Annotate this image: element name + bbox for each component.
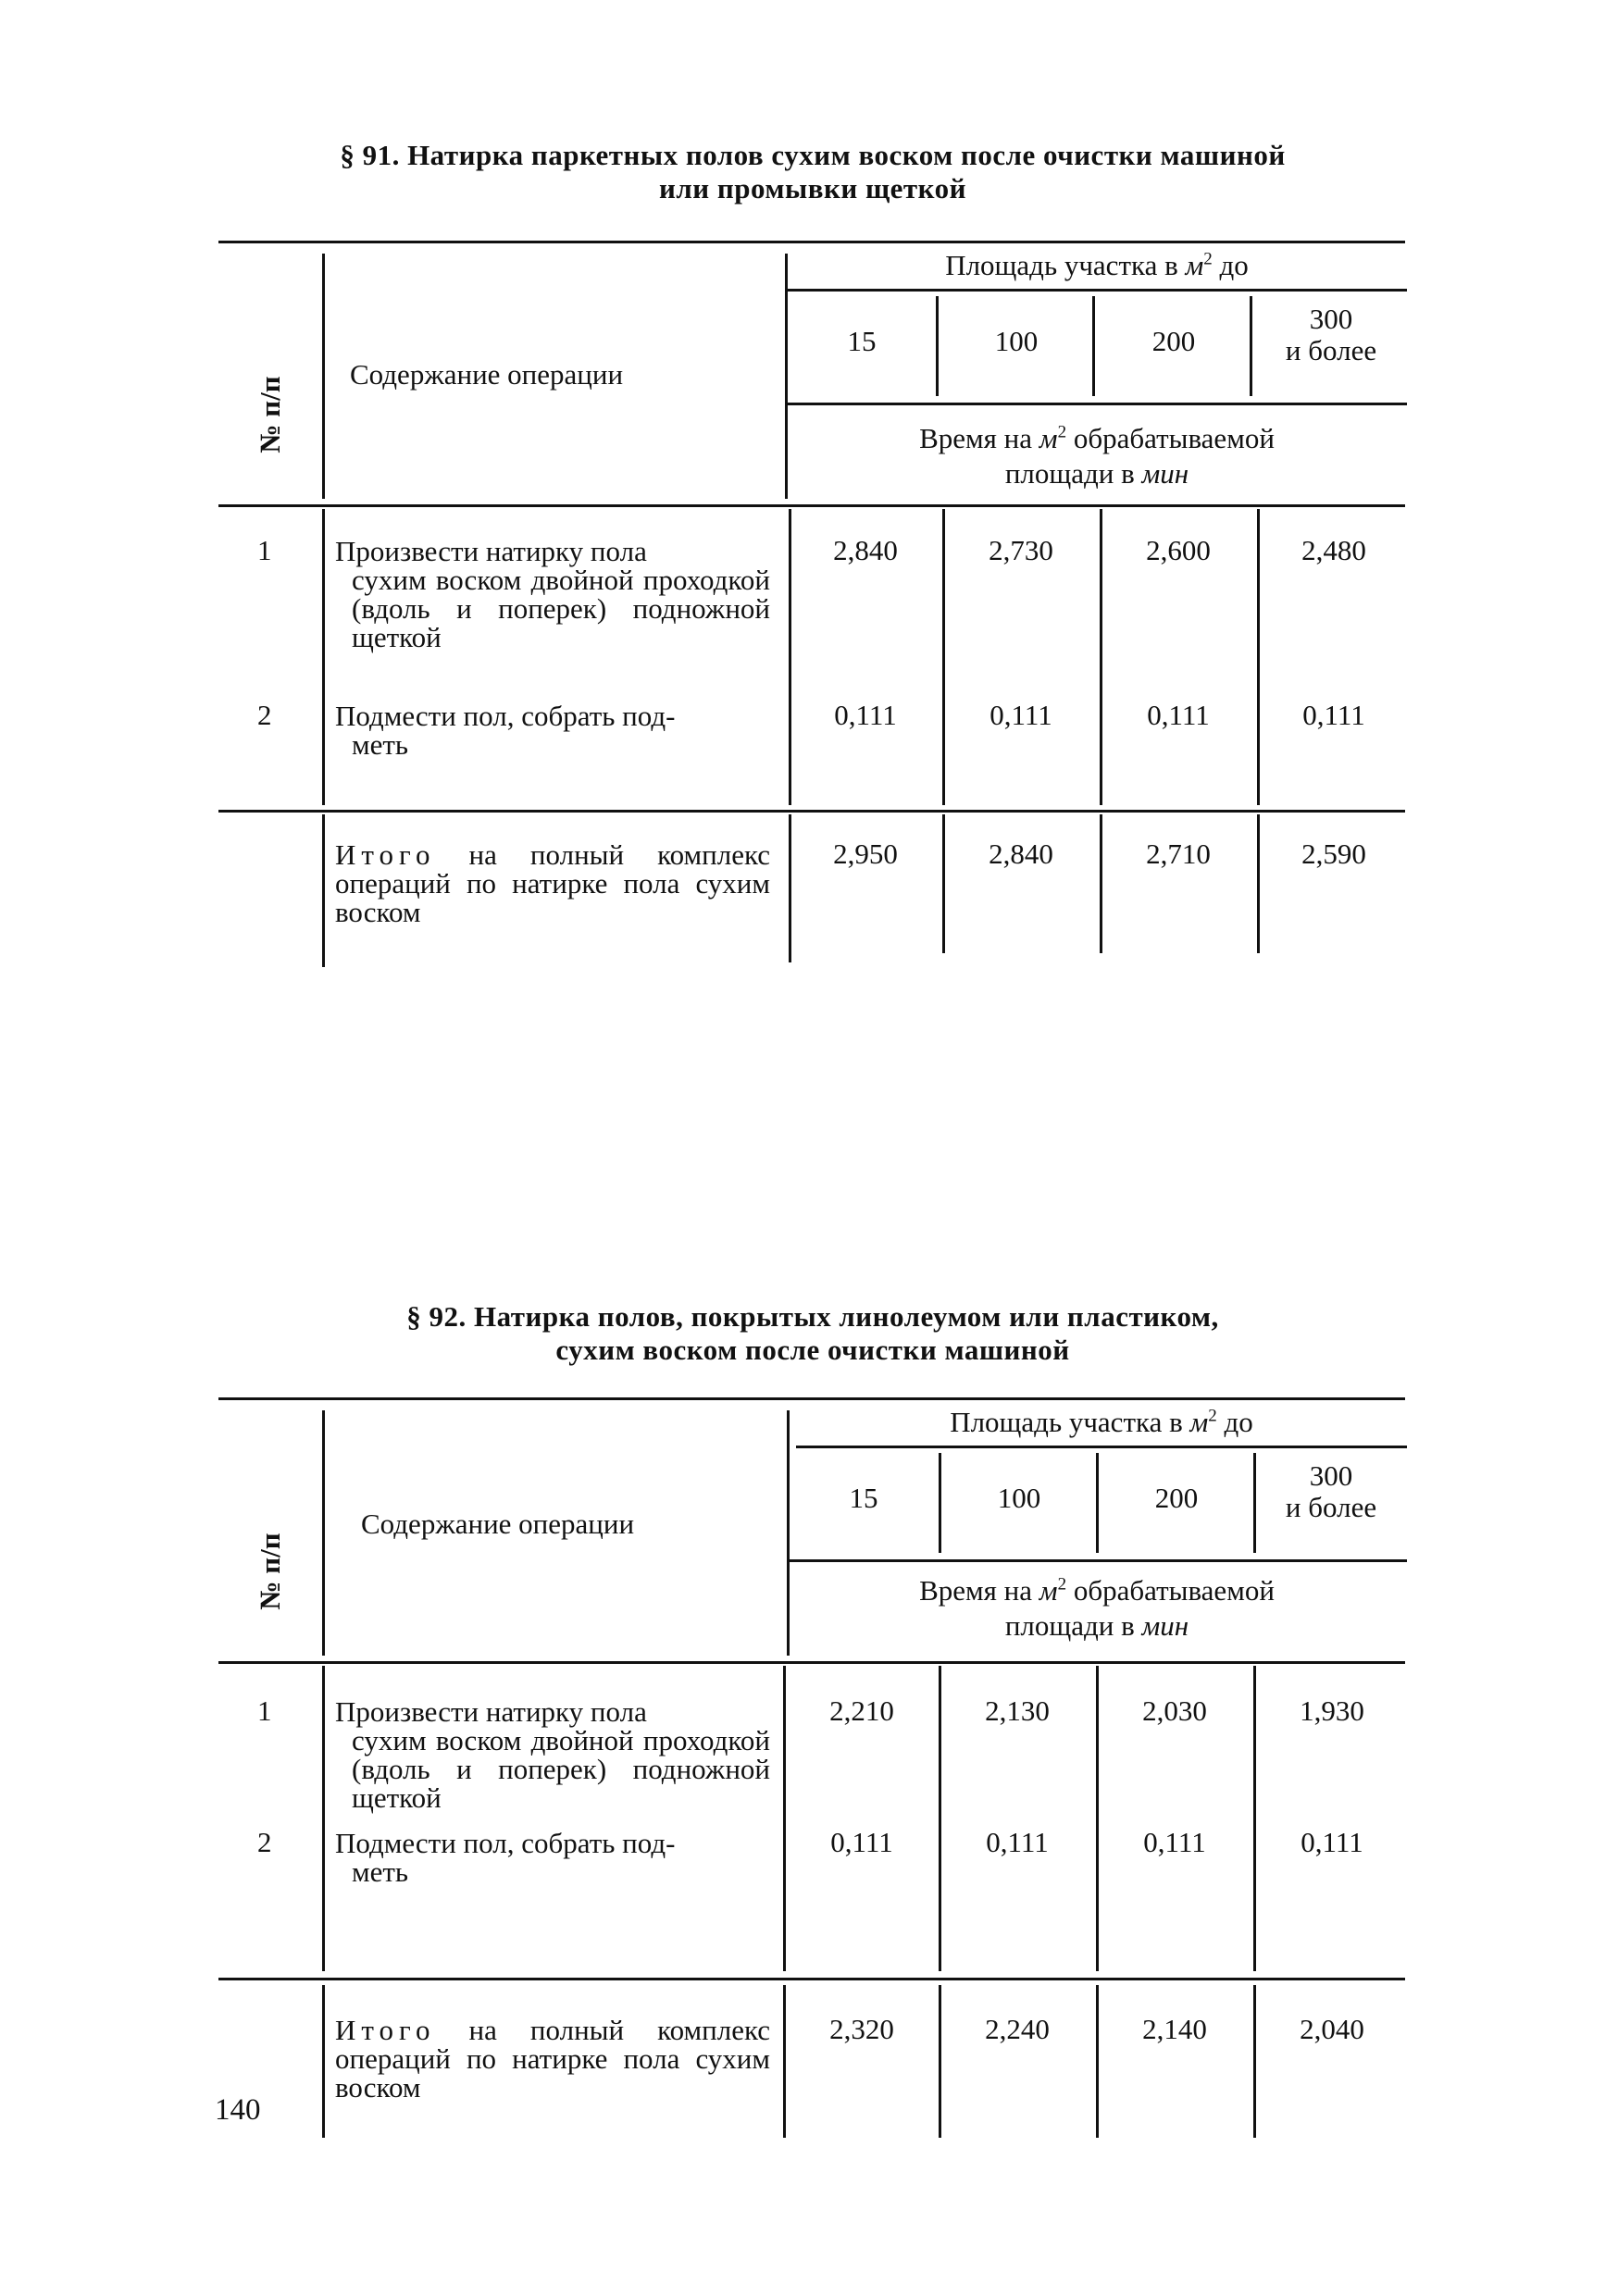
area-300: 300 и более: [1285, 303, 1377, 366]
area-header: Площадь участка в $м^2$ до: [945, 249, 1249, 281]
total-value: 2,240: [985, 2013, 1050, 2045]
total-value: 2,140: [1142, 2013, 1207, 2045]
norms-table: [220, 241, 1405, 972]
operation-text: Подмести пол, собрать под- меть: [335, 1827, 676, 1888]
value-cell: 2,600: [1146, 534, 1211, 566]
column-operation-header: Содержание операции: [361, 1508, 635, 1540]
section-title-line1: § 91. Натирка паркетных полов сухим воском после очистки машиной: [340, 139, 1286, 171]
value-cell: 0,111: [1301, 1826, 1363, 1858]
section-title-line2: или промывки щеткой: [659, 172, 966, 205]
row-number: 1: [257, 1694, 272, 1727]
row-number: 2: [257, 1826, 272, 1858]
section-title: [220, 1300, 1405, 1367]
area-100: 100: [997, 1482, 1041, 1514]
value-cell: 0,111: [989, 699, 1052, 731]
operation-text: Подмести пол, собрать под- меть: [335, 700, 676, 761]
section-title-line1: § 92. Натирка полов, покрытых линолеумом или пластиком,: [406, 1300, 1219, 1333]
area-header: Площадь участка в $м^2$ до: [950, 1406, 1253, 1438]
value-cell: 0,111: [1143, 1826, 1206, 1858]
value-cell: 2,130: [985, 1694, 1050, 1727]
value-cell: 2,730: [989, 534, 1053, 566]
total-value: 2,320: [829, 2013, 894, 2045]
operation-text: Произвести натирку пола сухим воском двойной проходкой (вдоль и поперек) подножной щеткой: [335, 1695, 770, 1814]
value-cell: 2,030: [1142, 1694, 1207, 1727]
value-cell: 1,930: [1300, 1694, 1364, 1727]
area-15: 15: [847, 325, 877, 357]
section-91: [220, 139, 1405, 928]
value-cell: 2,210: [829, 1694, 894, 1727]
column-operation-header: Содержание операции: [350, 358, 624, 391]
value-cell: 0,111: [830, 1826, 893, 1858]
section-title-line2: сухим воском после очистки машиной: [555, 1334, 1070, 1366]
column-number-header: № п/п: [254, 1533, 286, 1610]
section-title: [220, 139, 1405, 205]
row-number: 2: [257, 699, 272, 731]
area-200: 200: [1151, 325, 1196, 357]
value-cell: 0,111: [986, 1826, 1049, 1858]
total-value: 2,710: [1146, 838, 1211, 870]
column-number-header: № п/п: [254, 376, 286, 453]
page-number: 140: [215, 2093, 261, 2127]
area-200: 200: [1154, 1482, 1199, 1514]
time-header: Время на $м^2$ обрабатываемой площади в мин: [919, 422, 1275, 490]
total-operation-text: Итого на полный комплекс операций по натирке пола сухим воском: [335, 838, 770, 928]
value-cell: 0,111: [1147, 699, 1210, 731]
value-cell: 2,840: [833, 534, 898, 566]
total-value: 2,590: [1301, 838, 1366, 870]
area-300: 300 и более: [1285, 1459, 1377, 1523]
total-operation-text: Итого на полный комплекс операций по натирке пола сухим воском: [335, 2014, 770, 2104]
total-value: 2,040: [1300, 2013, 1364, 2045]
norms-table: [220, 1397, 1405, 2138]
area-100: 100: [994, 325, 1039, 357]
section-92: [220, 1300, 1405, 2104]
value-cell: 2,480: [1301, 534, 1366, 566]
total-value: 2,840: [989, 838, 1053, 870]
value-cell: 0,111: [834, 699, 897, 731]
area-15: 15: [849, 1482, 878, 1514]
row-number: 1: [257, 534, 272, 566]
value-cell: 0,111: [1302, 699, 1365, 731]
operation-text: Произвести натирку пола сухим воском двойной проходкой (вдоль и поперек) подножной щеткой: [335, 535, 770, 653]
total-value: 2,950: [833, 838, 898, 870]
time-header: Время на $м^2$ обрабатываемой площади в мин: [919, 1574, 1275, 1642]
